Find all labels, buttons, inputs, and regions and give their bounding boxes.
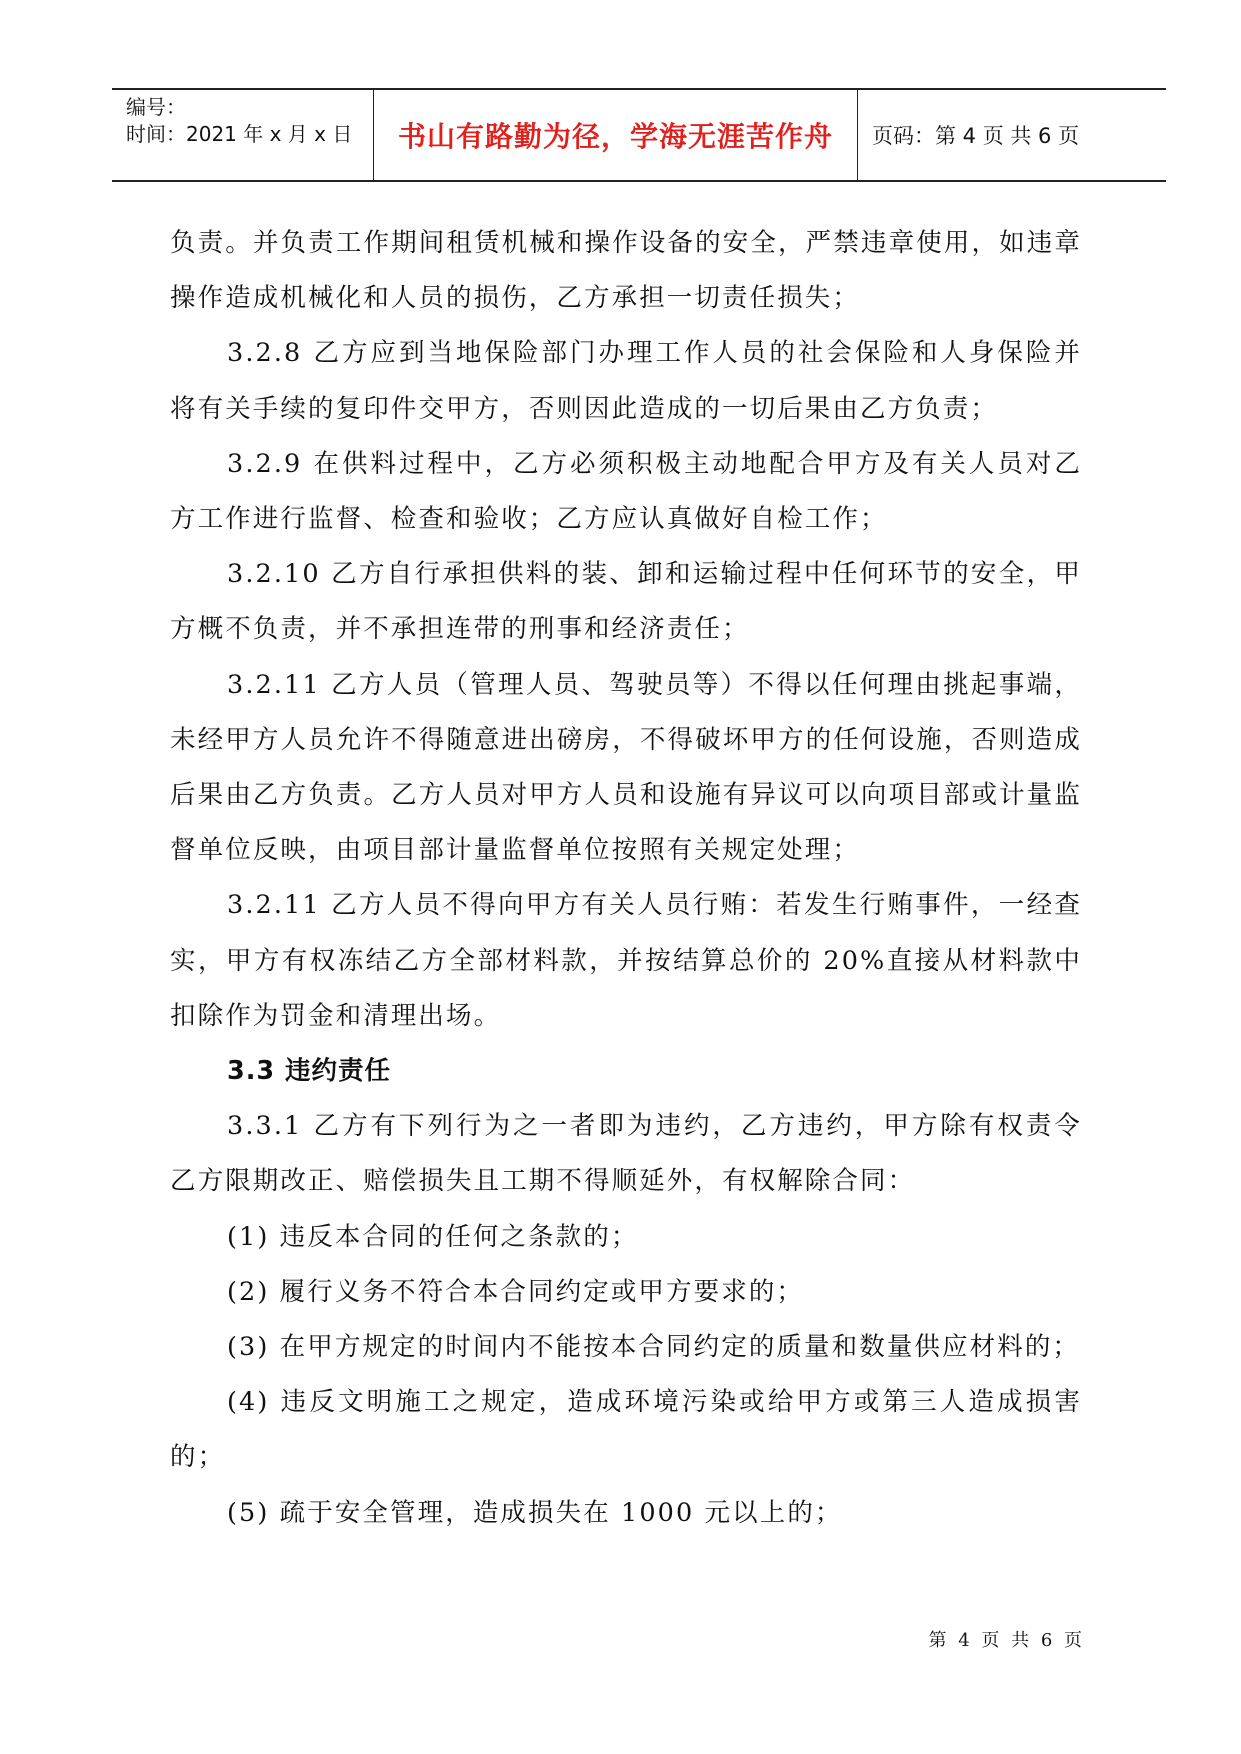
header-motto: 书山有路勤为径，学海无涯苦作舟 (374, 90, 858, 180)
document-number-label: 编号： (126, 95, 186, 119)
list-item: (5) 疏于安全管理，造成损失在 1000 元以上的； (227, 1497, 843, 1528)
document-date: 时间：2021 年 x 月 x 日 (126, 122, 353, 146)
header-page-number: 页码：第 4 页 共 6 页 (872, 124, 1080, 148)
page-header (112, 88, 1166, 182)
section-title: 3.3 违约责任 (227, 1056, 392, 1087)
list-item: (3) 在甲方规定的时间内不能按本合同约定的质量和数量供应材料的； (227, 1332, 1081, 1363)
page-footer: 第 4 页 共 6 页 (928, 1630, 1085, 1651)
clause-3-2-10: 3.2.10 乙方自行承担供料的装、卸和运输过程中任何环节的安全，甲方概不负责，并不承担连带的刑事和经济责任； (170, 559, 1082, 645)
clause-3-2-9: 3.2.9 在供料过程中，乙方必须积极主动地配合甲方及有关人员对乙方工作进行监督、检查和验收；乙方应认真做好自检工作； (170, 448, 1082, 535)
clause-3-2-11-a: 3.2.11 乙方人员（管理人员、驾驶员等）不得以任何理由挑起事端，未经甲方人员允许不得随意进出磅房，不得破坏甲方的任何设施，否则造成后果由乙方负责。乙方人员对甲方人员和设施有异议可以向项目部或计量监督单位反映，由项目部计量监督单位按照有关规定处理； (170, 669, 1082, 866)
document-body (170, 216, 1082, 1541)
paragraph: 负责。并负责工作期间租赁机械和操作设备的安全，严禁违章使用，如违章操作造成机械化和人员的损伤，乙方承担一切责任损失； (170, 228, 1082, 314)
clause-3-3-1: 3.3.1 乙方有下列行为之一者即为违约，乙方违约，甲方除有权责令乙方限期改正、赔偿损失且工期不得顺延外，有权解除合同： (170, 1111, 1082, 1197)
list-item: (4) 违反文明施工之规定，造成环境污染或给甲方或第三人造成损害的； (170, 1387, 1082, 1473)
list-item: (1) 违反本合同的任何之条款的； (227, 1221, 639, 1252)
clause-3-2-11-b: 3.2.11 乙方人员不得向甲方有关人员行贿：若发生行贿事件，一经查实，甲方有权冻结乙方全部材料款，并按结算总价的 20%直接从材料款中扣除作为罚金和清理出场。 (170, 890, 1082, 1031)
header-info-cell (112, 90, 374, 180)
list-item: (2) 履行义务不符合本合同约定或甲方要求的； (227, 1276, 805, 1307)
clause-3-2-8: 3.2.8 乙方应到当地保险部门办理工作人员的社会保险和人身保险并将有关手续的复印件交甲方，否则因此造成的一切后果由乙方负责； (170, 338, 1082, 424)
